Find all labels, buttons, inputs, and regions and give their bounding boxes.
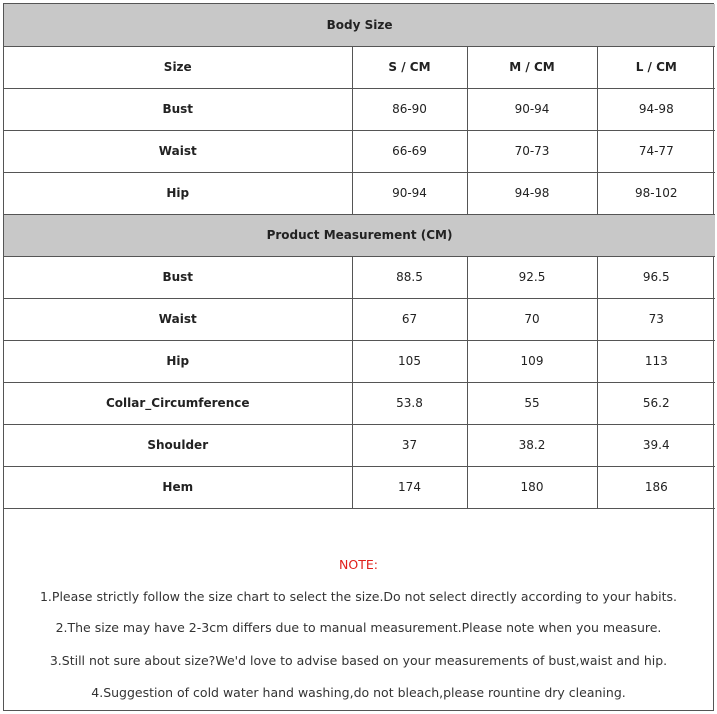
table-row xyxy=(4,340,715,382)
cell-value: 109 xyxy=(467,340,597,382)
size-header-row xyxy=(4,46,715,88)
cell-value: 39.4 xyxy=(597,424,715,466)
table-row xyxy=(4,172,715,214)
row-label: Hip xyxy=(4,340,352,382)
body-size-section-header xyxy=(4,4,715,46)
cell-value: 70-73 xyxy=(467,130,597,172)
cell-value: 74-77 xyxy=(597,130,715,172)
cell-value: 73 xyxy=(597,298,715,340)
note-line: 4.Suggestion of cold water hand washing,do not bleach,please rountine dry cleaning. xyxy=(91,685,626,700)
cell-value: 174 xyxy=(352,466,467,508)
table-row xyxy=(4,130,715,172)
size-header-label: Size xyxy=(4,46,352,88)
note-title: NOTE: xyxy=(339,557,378,572)
table-row xyxy=(4,382,715,424)
cell-value: 67 xyxy=(352,298,467,340)
note-line: 2.The size may have 2-3cm differs due to manual measurement.Please note when you measure. xyxy=(55,620,662,635)
cell-value: 92.5 xyxy=(467,256,597,298)
size-header-m: M / CM xyxy=(467,46,597,88)
table-row xyxy=(4,256,715,298)
note-line: 1.Please strictly follow the size chart to select the size.Do not select directly according to your habits. xyxy=(39,589,678,604)
product-measurement-title: Product Measurement (CM) xyxy=(4,214,715,256)
cell-value: 86-90 xyxy=(352,88,467,130)
size-header-l: L / CM xyxy=(597,46,715,88)
body-size-title: Body Size xyxy=(4,4,715,46)
cell-value: 105 xyxy=(352,340,467,382)
size-table xyxy=(4,4,715,509)
size-header-s: S / CM xyxy=(352,46,467,88)
size-chart xyxy=(3,3,714,711)
row-label: Bust xyxy=(4,256,352,298)
row-label: Collar_Circumference xyxy=(4,382,352,424)
cell-value: 113 xyxy=(597,340,715,382)
cell-value: 56.2 xyxy=(597,382,715,424)
row-label: Waist xyxy=(4,130,352,172)
cell-value: 37 xyxy=(352,424,467,466)
product-measurement-section-header xyxy=(4,214,715,256)
table-row xyxy=(4,466,715,508)
table-row xyxy=(4,298,715,340)
cell-value: 66-69 xyxy=(352,130,467,172)
cell-value: 94-98 xyxy=(467,172,597,214)
cell-value: 90-94 xyxy=(352,172,467,214)
table-row xyxy=(4,424,715,466)
cell-value: 94-98 xyxy=(597,88,715,130)
cell-value: 38.2 xyxy=(467,424,597,466)
cell-value: 70 xyxy=(467,298,597,340)
cell-value: 180 xyxy=(467,466,597,508)
row-label: Waist xyxy=(4,298,352,340)
row-label: Hem xyxy=(4,466,352,508)
row-label: Hip xyxy=(4,172,352,214)
cell-value: 88.5 xyxy=(352,256,467,298)
note-line: 3.Still not sure about size?We'd love to advise based on your measurements of bust,waist and hip. xyxy=(49,653,668,668)
cell-value: 98-102 xyxy=(597,172,715,214)
row-label: Shoulder xyxy=(4,424,352,466)
row-label: Bust xyxy=(4,88,352,130)
cell-value: 53.8 xyxy=(352,382,467,424)
notes-section xyxy=(4,521,713,710)
cell-value: 55 xyxy=(467,382,597,424)
cell-value: 96.5 xyxy=(597,256,715,298)
cell-value: 186 xyxy=(597,466,715,508)
cell-value: 90-94 xyxy=(467,88,597,130)
table-row xyxy=(4,88,715,130)
